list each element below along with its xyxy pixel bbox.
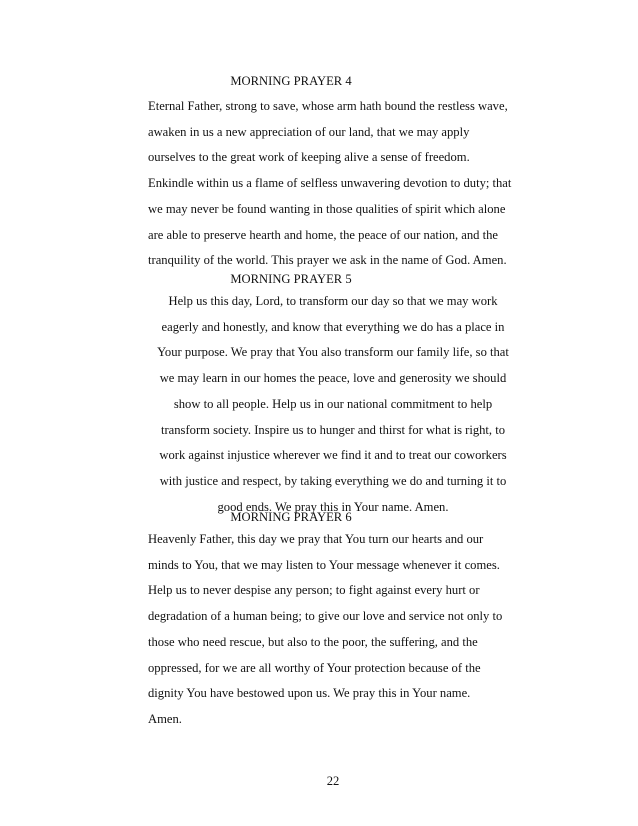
prayer-5-line: show to all people. Help us in our national commitment to help	[173, 396, 493, 411]
prayer-6-line: oppressed, for we are all worthy of Your protection because of the	[148, 660, 481, 675]
prayer-4-line: Eternal Father, strong to save, whose arm hath bound the restless wave,	[148, 99, 508, 113]
prayer-4-line: Enkindle within us a flame of selfless unwavering devotion to duty; that	[148, 176, 512, 191]
prayer-6-line: degradation of a human being; to give our love and service not only to	[148, 609, 503, 624]
prayer-5-line: eagerly and honestly, and know that everything we do has a place in	[161, 319, 505, 334]
prayer-5-line: good ends. We pray this in Your name. Amen.	[217, 499, 449, 514]
prayer-6-line: Help us to never despise any person; to fight against every hurt or	[148, 583, 480, 598]
prayer-5-line: transform society. Inspire us to hunger and thirst for what is right, to	[160, 422, 506, 437]
prayer-4-heading: MORNING PRAYER 4	[230, 74, 352, 88]
prayer-6-heading: MORNING PRAYER 6	[230, 510, 352, 524]
prayer-4-line: we may never be found wanting in those qualities of spirit which alone	[148, 201, 506, 216]
prayer-5-line: Help us this day, Lord, to transform our day so that we may work	[168, 294, 498, 308]
prayer-6-line: dignity You have bestowed upon us. We pray this in Your name.	[148, 686, 471, 701]
prayer-6-line: those who need rescue, but also to the poor, the suffering, and the	[148, 634, 478, 649]
prayer-5-line: Your purpose. We pray that You also transform our family life, so that	[157, 345, 509, 360]
prayer-5-heading: MORNING PRAYER 5	[230, 272, 352, 286]
prayer-4-line: tranquility of the world. This prayer we ask in the name of God. Amen.	[148, 253, 507, 268]
prayer-5-line: with justice and respect, by taking everything we do and turning it to	[159, 473, 507, 488]
prayer-6-line: Heavenly Father, this day we pray that You turn our hearts and our	[148, 532, 484, 546]
prayer-4-line: ourselves to the great work of keeping alive a sense of freedom.	[148, 150, 470, 165]
prayer-6-line: minds to You, that we may listen to Your message whenever it comes.	[148, 557, 500, 572]
prayer-5-line: we may learn in our homes the peace, love and generosity we should	[159, 371, 507, 386]
prayer-4-line: are able to preserve hearth and home, the peace of our nation, and the	[148, 227, 499, 242]
prayer-5-line: work against injustice wherever we find it and to treat our coworkers	[159, 448, 507, 463]
page-number: 22	[326, 774, 340, 788]
prayer-4-line: awaken in us a new appreciation of our land, that we may apply	[148, 124, 470, 139]
prayer-6-line: Amen.	[148, 711, 182, 726]
